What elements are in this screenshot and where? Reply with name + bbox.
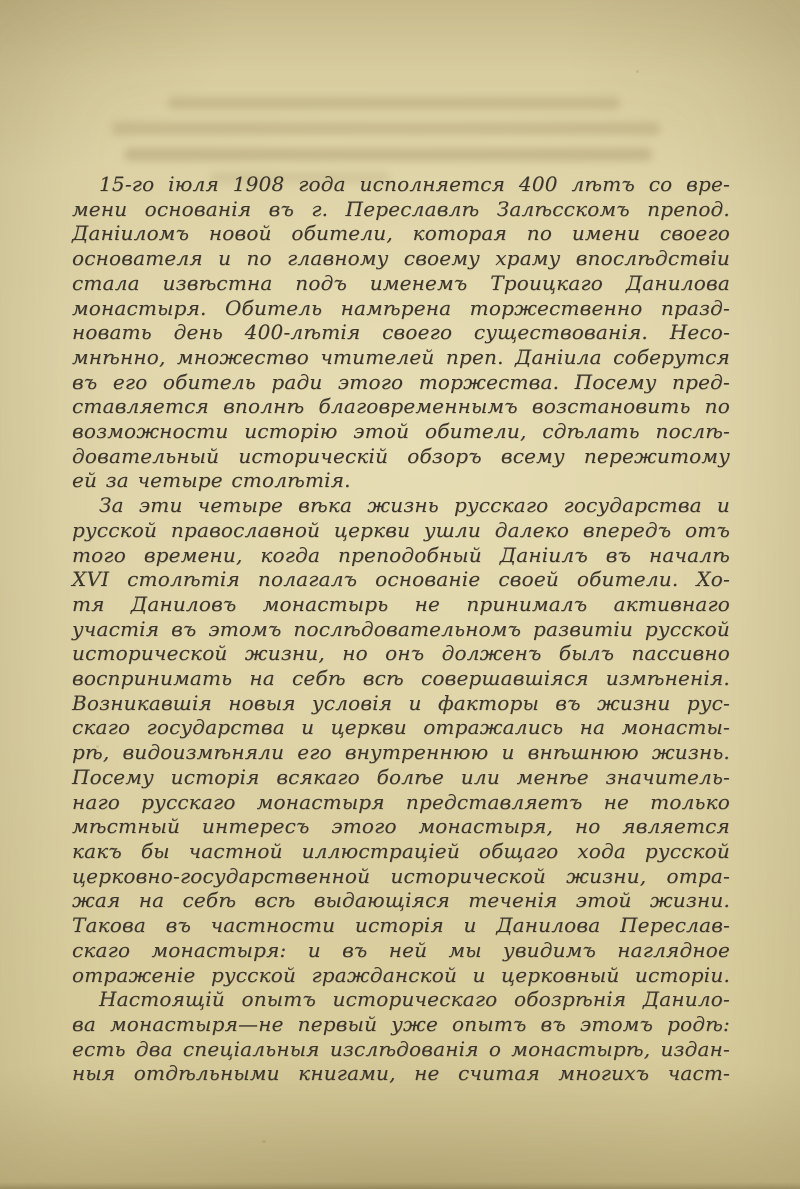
text-line: русской православной церкви ушли далеко впередъ отъ: [72, 517, 730, 542]
text-line: ей за четыре столѣтія.: [72, 468, 351, 493]
text-line: рѣ, видоизмѣняли его внутреннюю и внѣшнюю жизнь.: [72, 740, 730, 765]
text-line: какъ бы частной иллюстраціей общаго хода русской: [72, 838, 730, 863]
showthrough-ghost-line: [124, 148, 652, 161]
text-line: воспринимать на себѣ всѣ совершавшіяся измѣненія.: [72, 666, 730, 691]
text-line: отраженіе русской гражданской и церковный исторіи.: [72, 962, 730, 987]
text-line: мени основанія въ г. Переславлѣ Залѣсскомъ препод.: [72, 196, 730, 221]
text-line: новать день 400-лѣтія своего существованія. Несо-: [72, 320, 730, 345]
paper-speck: [636, 70, 639, 73]
text-line: довательный историческій обзоръ всему пережитому: [72, 443, 730, 468]
text-line: тя Даниловъ монастырь не принималъ активнаго: [72, 591, 730, 616]
text-line: ва монастыря—не первый уже опытъ въ этомъ родѣ:: [72, 1011, 730, 1036]
text-line: наго русскаго монастыря представляетъ не только: [72, 789, 730, 814]
text-line: Такова въ частности исторія и Данилова Переслав-: [72, 913, 730, 938]
text-line: исторической жизни, но онъ долженъ былъ пассивно: [72, 641, 730, 666]
text-line: Настоящій опытъ историческаго обозрѣнія Данило-: [99, 987, 730, 1012]
text-line: есть два спеціальныя изслѣдованія о монастырѣ, издан-: [72, 1036, 730, 1061]
text-line: скаго монастыря: и въ ней мы увидимъ наглядное: [72, 937, 730, 962]
text-line: стала извѣстна подъ именемъ Троицкаго Данилова: [72, 270, 730, 295]
text-line: Возникавшія новыя условія и факторы въ жизни рус-: [72, 690, 730, 715]
page-showthrough: [0, 0, 800, 200]
page-text-block: [72, 172, 730, 1086]
showthrough-ghost-line: [112, 122, 660, 135]
text-line: За эти четыре вѣка жизнь русскаго государства и: [99, 493, 730, 518]
text-line: монастыря. Обитель намѣрена торжественно празд-: [72, 295, 730, 320]
text-line: въ его обитель ради этого торжества. Посему пред-: [72, 369, 730, 394]
text-line: Даніиломъ новой обители, которая по имени своего: [72, 221, 730, 246]
text-line: того времени, когда преподобный Даніилъ въ началѣ: [72, 542, 730, 567]
text-line: церковно-государственной исторической жизни, отра-: [72, 863, 730, 888]
text-line: скаго государства и церкви отражались на монасты-: [72, 715, 730, 740]
text-line: мнѣнно, множество чтителей преп. Даніила соберутся: [72, 344, 730, 369]
text-line: 15-го іюля 1908 года исполняется 400 лѣтъ со вре-: [99, 172, 730, 196]
text-line: основателя и по главному своему храму впослѣдствіи: [72, 246, 730, 271]
text-line: мѣстный интересъ этого монастыря, но является: [72, 814, 730, 839]
paper-speck: [262, 1140, 266, 1143]
showthrough-ghost-line: [168, 97, 620, 109]
text-line: ставляется вполнѣ благовременнымъ возстановить по: [72, 394, 730, 419]
text-line: возможности исторію этой обители, сдѣлать послѣ-: [72, 419, 730, 444]
text-line: XVI столѣтія полагалъ основаніе своей обители. Хо-: [72, 567, 730, 592]
text-line: Посему исторія всякаго болѣе или менѣе значитель-: [72, 764, 730, 789]
text-line: участія въ этомъ послѣдовательномъ развитіи русской: [72, 616, 730, 641]
text-line: жая на себѣ всѣ выдающіяся теченія этой жизни.: [72, 888, 730, 913]
scan-edge-shadow: [0, 1182, 800, 1189]
text-line: ныя отдѣльными книгами, не считая многихъ част-: [72, 1061, 730, 1086]
